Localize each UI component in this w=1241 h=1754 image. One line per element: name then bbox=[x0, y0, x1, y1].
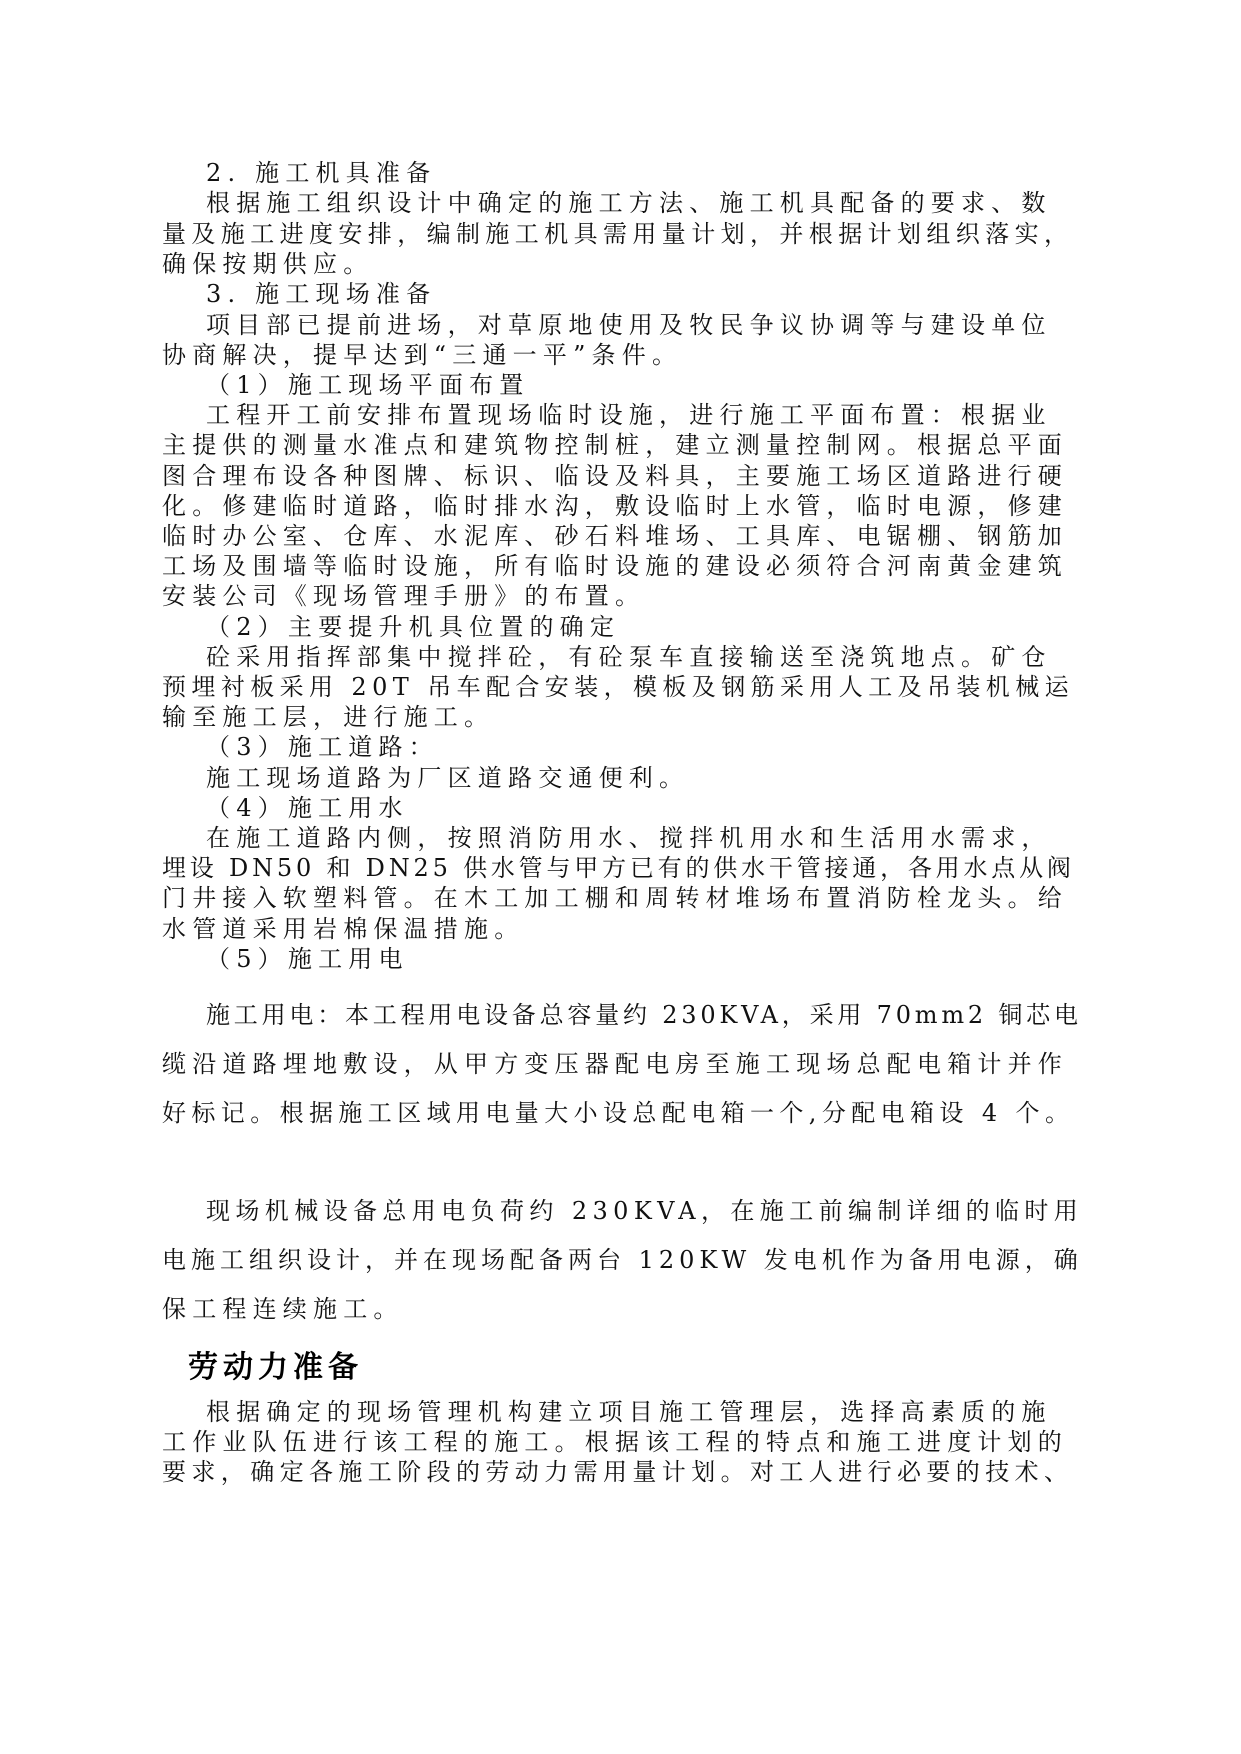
paragraph-line: 工场及围墙等临时设施，所有临时设施的建设必须符合河南黄金建筑 bbox=[162, 552, 1068, 580]
section-heading-labor: 劳动力准备 bbox=[188, 1350, 363, 1385]
paragraph-line: 电施工组织设计，并在现场配备两台 120KW 发电机作为备用电源，确 bbox=[162, 1246, 1083, 1274]
paragraph-line: 埋设 DN50 和 DN25 供水管与甲方已有的供水干管接通，各用水点从阀 bbox=[162, 854, 1075, 882]
subheading-power: （5）施工用电 bbox=[206, 945, 409, 973]
subheading-water: （4）施工用水 bbox=[206, 794, 409, 822]
paragraph-line: 砼采用指挥部集中搅拌砼，有砼泵车直接输送至浇筑地点。矿仓 bbox=[206, 643, 1052, 671]
paragraph-line: 根据确定的现场管理机构建立项目施工管理层，选择高素质的施 bbox=[206, 1398, 1052, 1426]
paragraph-line: 项目部已提前进场，对草原地使用及牧民争议协调等与建设单位 bbox=[206, 311, 1052, 339]
paragraph-line: 预埋衬板采用 20T 吊车配合安装，模板及钢筋采用人工及吊装机械运 bbox=[162, 673, 1075, 701]
paragraph-line: 确保按期供应。 bbox=[162, 250, 374, 278]
paragraph-line: 保工程连续施工。 bbox=[162, 1295, 404, 1323]
subheading-lifting: （2）主要提升机具位置的确定 bbox=[206, 613, 621, 641]
paragraph-line: 量及施工进度安排，编制施工机具需用量计划，并根据计划组织落实， bbox=[162, 220, 1074, 248]
paragraph-line: 现场机械设备总用电负荷约 230KVA，在施工前编制详细的临时用 bbox=[206, 1197, 1084, 1225]
paragraph-line: 安装公司《现场管理手册》的布置。 bbox=[162, 582, 646, 610]
paragraph-line: 工作业队伍进行该工程的施工。根据该工程的特点和施工进度计划的 bbox=[162, 1428, 1068, 1456]
paragraph-line: 化。修建临时道路，临时排水沟，敷设临时上水管，临时电源，修建 bbox=[162, 492, 1068, 520]
subheading-layout: （1）施工现场平面布置 bbox=[206, 371, 530, 399]
subheading-road: （3）施工道路： bbox=[206, 733, 439, 761]
paragraph-line: 要求，确定各施工阶段的劳动力需用量计划。对工人进行必要的技术、 bbox=[162, 1458, 1074, 1486]
paragraph-line: 好标记。根据施工区域用电量大小设总配电箱一个,分配电箱设 4 个。 bbox=[162, 1099, 1075, 1127]
paragraph-line: 协商解决，提早达到“三通一平”条件。 bbox=[162, 341, 683, 369]
section-heading-machinery: 2. 施工机具准备 bbox=[206, 159, 437, 187]
paragraph-line: 施工用电：本工程用电设备总容量约 230KVA，采用 70mm2 铜芯电 bbox=[206, 1001, 1082, 1029]
paragraph-line: 水管道采用岩棉保温措施。 bbox=[162, 915, 525, 943]
paragraph-line: 临时办公室、仓库、水泥库、砂石料堆场、工具库、电锯棚、钢筋加 bbox=[162, 522, 1068, 550]
paragraph-line: 根据施工组织设计中确定的施工方法、施工机具配备的要求、数 bbox=[206, 189, 1052, 217]
section-heading-site: 3. 施工现场准备 bbox=[206, 280, 437, 308]
paragraph-line: 工程开工前安排布置现场临时设施，进行施工平面布置：根据业 bbox=[206, 401, 1052, 429]
paragraph-line: 门井接入软塑料管。在木工加工棚和周转材堆场布置消防栓龙头。给 bbox=[162, 884, 1068, 912]
paragraph-line: 在施工道路内侧，按照消防用水、搅拌机用水和生活用水需求， bbox=[206, 824, 1052, 852]
paragraph-line: 输至施工层，进行施工。 bbox=[162, 703, 495, 731]
paragraph-line: 主提供的测量水准点和建筑物控制桩，建立测量控制网。根据总平面 bbox=[162, 431, 1068, 459]
paragraph-line: 缆沿道路埋地敷设，从甲方变压器配电房至施工现场总配电箱计并作 bbox=[162, 1050, 1068, 1078]
paragraph-line: 施工现场道路为厂区道路交通便利。 bbox=[206, 764, 690, 792]
paragraph-line: 图合理布设各种图牌、标识、临设及料具，主要施工场区道路进行硬 bbox=[162, 462, 1068, 490]
